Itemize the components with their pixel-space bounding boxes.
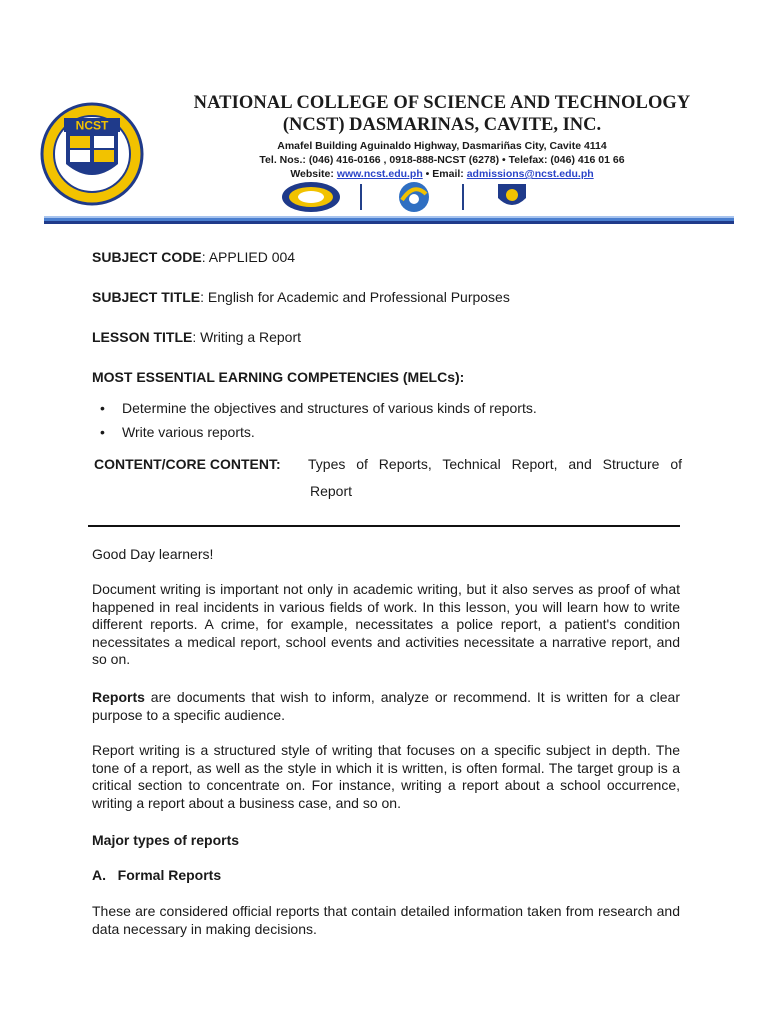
core-content-line1: Types of Reports, Technical Report, and Structure of xyxy=(308,456,682,472)
melcs-heading: MOST ESSENTIAL EARNING COMPETENCIES (MELCs): xyxy=(92,369,465,385)
website-label: Website: xyxy=(290,168,337,180)
letterhead xyxy=(36,92,734,224)
address: Amafel Building Aguinaldo Highway, Dasmariñas City, Cavite 4114 xyxy=(277,140,607,152)
lesson-title-value: : Writing a Report xyxy=(192,329,302,345)
institution-name: NATIONAL COLLEGE OF SCIENCE AND TECHNOLOGY xyxy=(193,93,691,113)
header-band xyxy=(44,216,734,224)
lesson-title-label: LESSON TITLE xyxy=(92,329,193,345)
subject-title xyxy=(92,289,510,305)
subject-title-label: SUBJECT TITLE xyxy=(92,289,201,305)
lesson-title xyxy=(92,329,301,345)
reports-term: Reports xyxy=(92,689,145,705)
core-content-label: CONTENT/CORE CONTENT: xyxy=(94,456,281,472)
report-writing-paragraph: Report writing is a structured style of writing that focuses on a specific subject in depth. The tone of a report, as well as the style in which it is written, is often formal. The target group is a critical section to concentrate on. For instance, writing a report about a school occurrence, writing a report about a business case, and so on. xyxy=(92,742,680,811)
subject-code-label: SUBJECT CODE xyxy=(92,249,202,265)
intro-paragraph: Document writing is important not only in academic writing, but it also serves as proof of what happened in real incidents in various fields of work. In this lesson, you will learn how to write different reports. A crime, for example, necessitates a police report, a patient's condition necessitates a medical report, school events and activities necessitate a narrative report, and so on. xyxy=(92,581,680,667)
emblem-divider xyxy=(360,184,362,210)
emblem-row xyxy=(272,180,572,214)
melcs-list xyxy=(98,396,537,444)
web-line xyxy=(150,167,734,181)
website-link[interactable]: www.ncst.edu.ph xyxy=(336,168,423,180)
svg-text:NCST: NCST xyxy=(75,118,109,133)
core-content-line2: Report xyxy=(310,483,353,499)
formal-reports-heading: A. Formal Reports xyxy=(92,867,222,883)
affiliate-logo-2 xyxy=(394,180,434,214)
email-label: • Email: xyxy=(422,168,467,180)
core-content xyxy=(94,456,682,499)
section-divider xyxy=(88,525,680,527)
affiliate-shield-logo xyxy=(492,180,532,214)
greeting: Good Day learners! xyxy=(92,546,214,562)
reports-definition: Reports are documents that wish to inform, analyze or recommend. It is written for a clear purpose to a specific audience. xyxy=(92,689,680,723)
formal-reports-text: These are considered official reports that contain detailed information taken from research and data necessary in making decisions. xyxy=(92,903,680,937)
ncst-seal-logo xyxy=(40,102,144,206)
subject-title-value: : English for Academic and Professional Purposes xyxy=(200,289,510,305)
contact-numbers: Tel. Nos.: (046) 416-0166 , 0918-888-NCST (6278) • Telefax: (046) 416 01 66 xyxy=(259,154,625,166)
major-types-heading: Major types of reports xyxy=(92,832,240,848)
list-item: • Determine the objectives and structures of various kinds of reports. xyxy=(98,396,537,420)
subject-code xyxy=(92,249,295,265)
affiliate-logo-1 xyxy=(280,180,342,214)
list-item: • Write various reports. xyxy=(98,420,537,444)
email-link[interactable]: admissions@ncst.edu.ph xyxy=(466,168,594,180)
institution-subname: (NCST) DASMARINAS, CAVITE, INC. xyxy=(282,115,602,135)
emblem-divider xyxy=(462,184,464,210)
subject-code-value: : APPLIED 004 xyxy=(201,249,296,265)
